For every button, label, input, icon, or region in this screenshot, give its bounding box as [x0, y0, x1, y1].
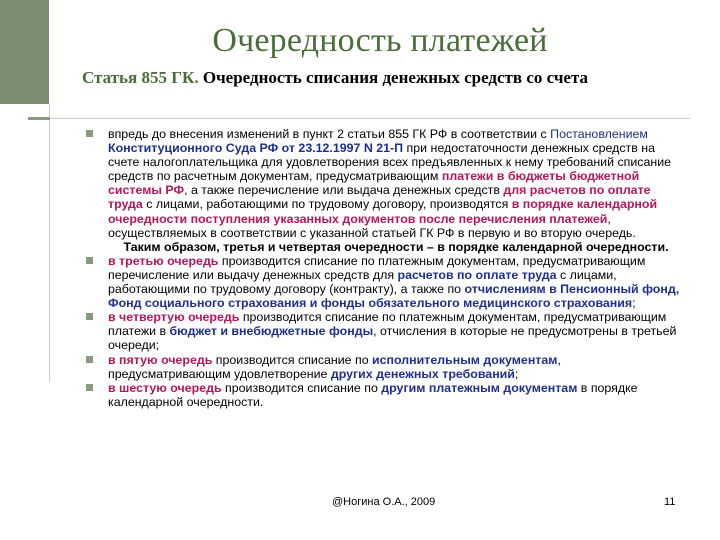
text-run: с лицами, работающими по трудовому договору, производятся: [142, 197, 512, 212]
text-run: при недостаточности денежных средств на счете налогоплательщика для удовлетворения всех предъявленных к нему требований списание средств по расчетным документам, предусматривающим: [108, 141, 672, 184]
horizontal-accent: [28, 117, 50, 120]
list-item: [84, 254, 684, 310]
text-run: ;: [514, 366, 519, 381]
highlight-text: в порядке календарной очередности поступления указанных документов после перечисления платежей: [108, 197, 658, 226]
text-run: производится списание по платежным документам, предусматривающим перечисление или выдачу денежных средств для: [108, 253, 646, 282]
square-bullet-icon: [86, 356, 93, 363]
subtitle-lead: Статья 855 ГК.: [82, 68, 199, 87]
highlight-text: в пятую очередь: [108, 352, 213, 367]
text-run: , предусматривающим удовлетворение: [108, 352, 561, 381]
highlight-text: других денежных требований: [330, 366, 515, 381]
summary-note: Таким образом, третья и четвертая очередности – в порядке календарной очередности.: [123, 239, 669, 254]
list-item: [84, 381, 684, 409]
text-run: впредь до внесения изменений в пункт 2 статьи 855 ГК РФ в соответствии с: [108, 127, 551, 141]
text-run: , отчисления в которые не предусмотрены в третьей очереди;: [108, 324, 677, 353]
text-run: , а также перечисление или выдача денежных средств: [184, 183, 504, 198]
highlight-text: для расчетов по оплате труда: [108, 183, 651, 212]
link-text: Постановлением: [550, 127, 648, 141]
page-number: 11: [664, 496, 676, 508]
text-run: производится списание по платежным документам, предусматривающим платежи в: [108, 310, 667, 339]
text-run: , осуществляемых в соответствии с указанной статьей ГК РФ в первую и во вторую очередь.: [108, 211, 636, 240]
text-run: в порядке календарной очередности.: [108, 380, 638, 409]
text-run: производится списание по: [221, 380, 382, 395]
text-run: с лицами, работающими по трудовому договору (контракту), а также по: [108, 267, 617, 297]
slide-subtitle: [82, 68, 702, 88]
highlight-text: отчислениям в Пенсионный фонд, Фонд социального страхования и фонды обязательного медицинского страхования: [108, 282, 680, 311]
text-run: ;: [632, 296, 636, 311]
list-item: [84, 310, 684, 352]
text-run: производится списание по: [212, 352, 373, 367]
highlight-text: исполнительным документам: [372, 352, 558, 367]
list-item: [84, 353, 684, 381]
highlight-text: расчетов по оплате труда: [397, 267, 557, 282]
slide-title: Очередность платежей: [212, 22, 548, 59]
highlight-text: платежи в бюджеты бюджетной системы РФ: [108, 169, 640, 198]
highlight-text: в четвертую очередь: [108, 310, 240, 325]
highlight-text: в третью очередь: [108, 253, 219, 268]
highlight-text: бюджет и внебюджетные фонды: [169, 324, 374, 339]
list-item: [84, 127, 684, 240]
highlight-text: другим платежным документам: [381, 380, 578, 395]
footer-credit: @Ногина О.А., 2009: [332, 496, 436, 508]
square-bullet-icon: [86, 313, 93, 320]
vertical-divider: [49, 104, 50, 382]
horizontal-divider: [50, 118, 690, 119]
slide-content: [84, 127, 684, 409]
square-bullet-icon: [86, 257, 93, 264]
subtitle-rest: Очередность списания денежных средств со счета: [198, 68, 589, 87]
square-bullet-icon: [86, 384, 93, 391]
highlight-text: в шестую очередь: [108, 380, 222, 395]
highlight-text: Конституционного Суда РФ от 23.12.1997 N 21-П: [108, 141, 404, 156]
square-bullet-icon: [86, 130, 93, 137]
